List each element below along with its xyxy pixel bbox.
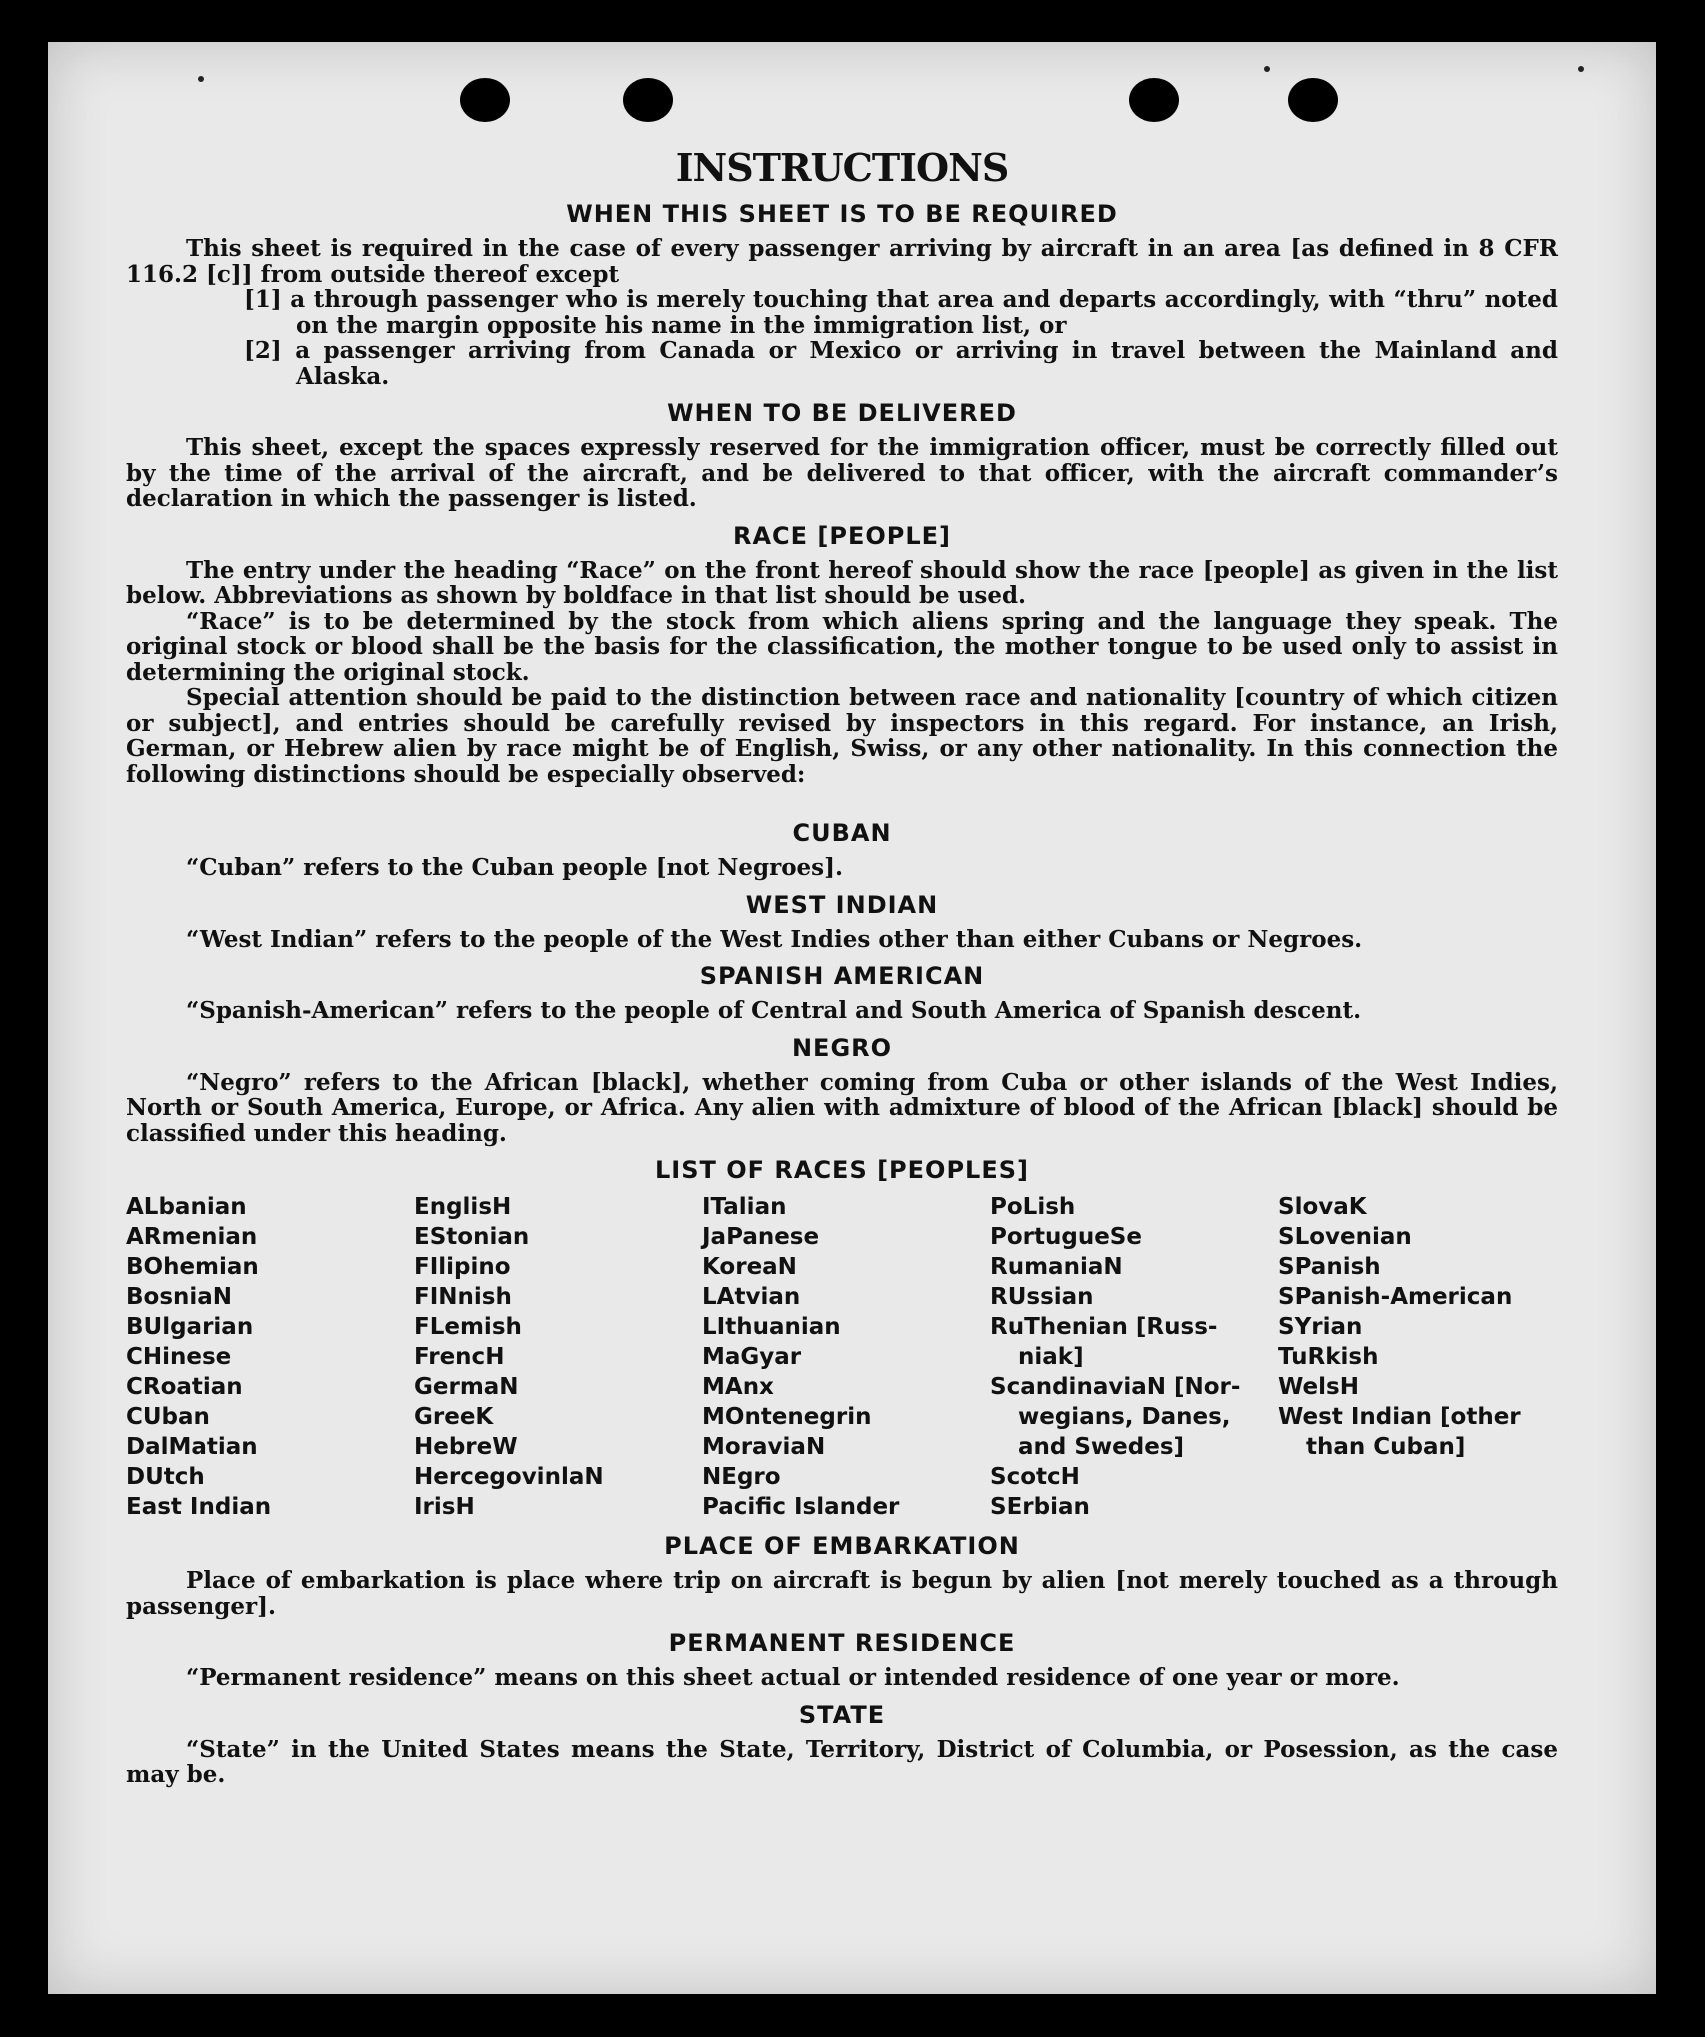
race-item: HebreW [414, 1434, 518, 1460]
race-item: LIthuanian [702, 1314, 841, 1340]
race-item: NEgro [702, 1464, 781, 1490]
race-item: RumaniaN [990, 1254, 1123, 1280]
race-item: West Indian [other [1278, 1404, 1521, 1430]
race-item: ScandinaviaN [Nor- [990, 1374, 1241, 1400]
race-item: BOhemian [126, 1254, 259, 1280]
page-title: INSTRUCTIONS [675, 145, 1009, 190]
section-paragraph: The entry under the heading “Race” on the front hereof should show the race [people] as given in the list below. Abbreviations as shown by boldface in that list should be used. [126, 556, 1558, 609]
section-paragraph: “Negro” refers to the African [black], whether coming from Cuba or other islands of the West Indies, North or South America, Europe, or Africa. Any alien with admixture of blood of the African [black] should be classified under this heading. [126, 1068, 1558, 1147]
section-heading: SPANISH AMERICAN [699, 962, 985, 990]
race-item: FrencH [414, 1344, 505, 1370]
speck [1578, 66, 1584, 72]
race-item: MaGyar [702, 1344, 802, 1370]
punch-hole [460, 78, 510, 122]
races-column [1278, 1192, 1558, 1522]
race-item: SlovaK [1278, 1194, 1367, 1220]
section-paragraph: “Permanent residence” means on this sheet actual or intended residence of one year or more. [186, 1664, 1400, 1691]
race-item: EnglisH [414, 1194, 512, 1220]
race-item: KoreaN [702, 1254, 797, 1280]
race-item: niak] [1018, 1344, 1084, 1370]
punch-hole [623, 78, 673, 122]
races-column [990, 1192, 1270, 1522]
race-item: wegians, Danes, [1018, 1404, 1231, 1430]
races-column [126, 1192, 406, 1522]
instructions-content [126, 146, 1558, 1788]
race-item: RUssian [990, 1284, 1094, 1310]
section-paragraph: Special attention should be paid to the distinction between race and nationality [country of which citizen or subject], and entries should be carefully revised by inspectors in this regard. For instance, an Irish, German, or Hebrew alien by race might be of English, Swiss, or any other nationality. In this connection the following distinctions should be especially observed: [126, 684, 1558, 788]
section-paragraph: “Cuban” refers to the Cuban people [not Negroes]. [186, 854, 844, 881]
section-paragraph: Place of embarkation is place where trip on aircraft is begun by alien [not merely touched as a through passenger]. [126, 1567, 1558, 1620]
list-item: [2] a passenger arriving from Canada or Mexico or arriving in travel between the Mainland and Alaska. [244, 337, 1558, 390]
race-item: MOntenegrin [702, 1404, 872, 1430]
race-item: JaPanese [702, 1224, 820, 1250]
section-paragraph: “Race” is to be determined by the stock from which aliens spring and the language they speak. The original stock or blood shall be the basis for the classification, the mother tongue to be used only to assist in determining the original stock. [126, 607, 1558, 686]
section-heading: NEGRO [791, 1033, 893, 1062]
race-item: GreeK [414, 1404, 494, 1430]
races-heading: LIST OF RACES [PEOPLES] [655, 1156, 1029, 1184]
race-item: SPanish-American [1278, 1284, 1513, 1310]
punch-hole [1288, 78, 1338, 122]
race-item: BUlgarian [126, 1314, 254, 1340]
speck [198, 76, 204, 82]
race-item: ARmenian [126, 1224, 258, 1250]
races-column [702, 1192, 982, 1522]
race-item: FINnish [414, 1284, 512, 1310]
race-item: FIlipino [414, 1254, 511, 1280]
race-item: Pacific Islander [702, 1494, 900, 1520]
race-item: CUban [126, 1404, 210, 1430]
race-item: CRoatian [126, 1374, 243, 1400]
punch-hole [1129, 78, 1179, 122]
race-item: MAnx [702, 1374, 774, 1400]
race-item: SYrian [1278, 1314, 1363, 1340]
section-paragraph: This sheet is required in the case of every passenger arriving by aircraft in an area [as defined in 8 CFR 116.2 [c]] from outside thereof except [126, 235, 1558, 288]
section-heading: WHEN TO BE DELIVERED [667, 399, 1017, 427]
section-paragraph: “West Indian” refers to the people of the West Indies other than either Cubans or Negroes. [186, 925, 1363, 953]
race-item: FLemish [414, 1314, 522, 1340]
race-item: than Cuban] [1306, 1434, 1466, 1460]
race-item: PortugueSe [990, 1224, 1142, 1250]
race-item: HercegovinlaN [414, 1464, 604, 1490]
section-heading: STATE [798, 1700, 886, 1729]
race-item: DUtch [126, 1464, 205, 1490]
race-item: WelsH [1278, 1374, 1359, 1400]
section-paragraph: “State” in the United States means the State, Territory, District of Columbia, or Posession, as the case may be. [126, 1735, 1558, 1788]
race-item: SErbian [990, 1494, 1090, 1520]
section-paragraph: This sheet, except the spaces expressly reserved for the immigration officer, must be correctly filled out by the time of the arrival of the aircraft, and be delivered to that officer, with the aircraft commander’s declaration in which the passenger is listed. [126, 434, 1558, 512]
section-heading: WHEN THIS SHEET IS TO BE REQUIRED [566, 200, 1118, 228]
race-item: and Swedes] [1018, 1434, 1185, 1460]
list-item: [1] a through passenger who is merely touching that area and departs accordingly, with “thru” noted on the margin opposite his name in the immigration list, or [244, 286, 1558, 339]
section-heading: PERMANENT RESIDENCE [668, 1629, 1016, 1657]
section-heading: RACE [PEOPLE] [732, 521, 952, 550]
race-item: BosniaN [126, 1284, 233, 1310]
race-item: SLovenian [1278, 1224, 1412, 1250]
race-item: GermaN [414, 1374, 519, 1400]
race-item: ITalian [702, 1194, 787, 1220]
race-item: MoraviaN [702, 1434, 826, 1460]
race-item: SPanish [1278, 1254, 1381, 1280]
races-column [414, 1192, 694, 1522]
race-item: East Indian [126, 1494, 272, 1520]
races-list [126, 1192, 1558, 1522]
race-item: TuRkish [1278, 1344, 1379, 1370]
race-item: DalMatian [126, 1434, 258, 1460]
race-item: LAtvian [702, 1284, 801, 1310]
race-item: EStonian [414, 1224, 530, 1250]
section-heading: WEST INDIAN [745, 890, 939, 919]
race-item: ALbanian [126, 1194, 247, 1220]
race-item: IrisH [414, 1494, 475, 1520]
race-item: CHinese [126, 1344, 232, 1370]
section-heading: PLACE OF EMBARKATION [664, 1532, 1020, 1560]
race-item: PoLish [990, 1194, 1076, 1220]
speck [1264, 66, 1270, 72]
race-item: RuThenian [Russ- [990, 1314, 1218, 1340]
section-heading: CUBAN [792, 819, 892, 847]
section-paragraph: “Spanish-American” refers to the people of Central and South America of Spanish descent. [186, 997, 1362, 1024]
race-item: ScotcH [990, 1464, 1080, 1490]
document-page [48, 42, 1656, 1994]
